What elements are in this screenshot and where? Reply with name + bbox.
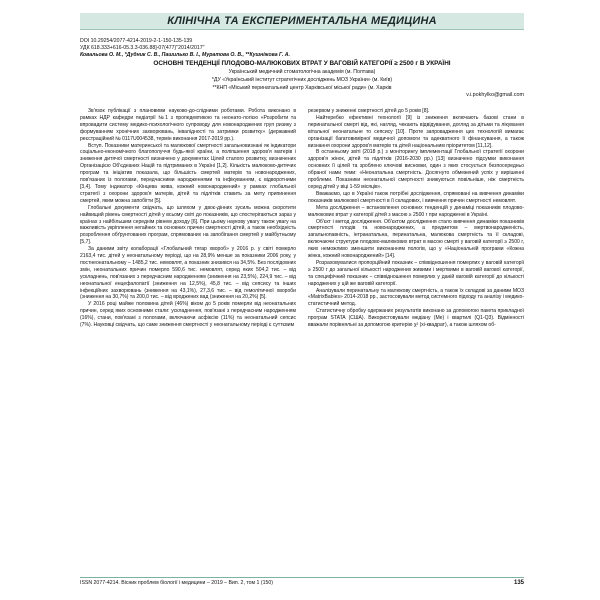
- paragraph: За даними звіту колаборації «Глобальний тягар хвороб» у 2016 р. у світі померло 2163,4 тис. дітей у неонатальному періоді, що на 28,9% менше за показники 2006 року, у постнеонатальному – 1485,2 тис. немовлят, а показник знизився на 34,5%. Без послідовних змін, неонатальних причин померло 590,6 тис. немовлят, серед яких 504,2 тис. – від ускладнень, пов'язаних з передчасним народженням (зниження на 23,5%), 224,9 тис. – від неонатальної енцефалопатії (зниження на 12,5%), 45,8 тис. – від сепсису та інших інфекційних захворювань (зниження на 43,1%), 27,3,6 тис. – від гемолітичної хвороби (зниження на 30,7%) та 200,0 тис. – від вроджених вад (зниження на 20,2%) [5].: [80, 246, 296, 301]
- contact-email[interactable]: v.i.pokhylko@gmail.com: [466, 92, 524, 98]
- paragraph: В останньому звіті (2018 р.) з моніторингу імплементації Глобальної стратегії охорони здоров'я жінок, дітей та підлітків (2016-2030 рр.) [13] визначено підсумки виконання основних її цілей та зроблено ключові висновки, один з яких стосується безпосередньо обраної нами теми: «Неонатальна смертність. Досягнуто обмежений успіх у вирішенні проблеми. Показники неонатальної смертності знижуються повільніше, ніж смертність серед дітей у віці 1-59 місяців».: [308, 149, 524, 190]
- page-number: 135: [513, 580, 524, 586]
- paragraph: Зв'язок публікації з плановими науково-до-слідними роботами. Робота виконано в рамках НДР кафедри педіатрії №1 з пропедевтикою та неонато-логією «Розробити та впровадити систему медико-психологічного супроводу для новонароджених груп ризику з формуванням хронічних захворювань, інвалідності та затримки розвитку» (державний реєстраційний № 0117U004538, термін виконання 2017-2019 рр.).: [80, 108, 296, 142]
- affiliation-1: Український медичний стоматологічна академія (м. Полтава): [228, 69, 376, 75]
- doi-line: DOI 10.29254/2077-4214-2019-2-1-150-135-139: [80, 38, 193, 44]
- authors-line: Ковальова О. М., *Дудник С. В., Пашилько В. І., Муратова О. В., **Кушніжова Г. А.: [80, 52, 290, 58]
- footer-divider: [80, 577, 524, 578]
- paragraph: Вступ. Показники материнської та малюкової смертності загальновизнані як індикатори соціально-економічного благополуччя будь-якої країни, а поліпшення здоров'я матерів і зниження дитячої смертності визначено у документах Цілей сталого розвитку, визначених Організацією Об'єднаних Націй та підтриманих в Україні [1,2]. Кількість малюково-дитячих програм та ініціатив показала, що більшість смертей матерів та новонароджених, пов'язаних із пологами, передчасними народженнями та інфікуванням, є відворотними [3,4]. Тому індикатор «Кінцева жива, кожний новонароджений» у рамках глобальної стратегії з охорони здоров'я матерів, дітей та підлітків ставить за мету припинення смертей, яким можна запобігти [5].: [80, 142, 296, 204]
- paragraph: Найтеребко ефективні технології [9] із зниження включають базові стани в перинатальної смерті від, які, нагляд, чекають відвідування, догляд за дітьми та лікування вітальної неонатальне то сепсису [10]. Проте запровадження цих технологій вимагає організації багатовимірної медичної допомоги та адекватного її фінансування, а також визнання охорони здоров'я матерів та дітей національним пріоритетом [11,12].: [308, 114, 524, 149]
- section-title: КЛІНІЧНА ТА ЕКСПЕРИМЕНТАЛЬНА МЕДИЦИНА: [167, 15, 437, 27]
- journal-citation: ISSN 2077-4214. Вісник проблем біології і медицини – 2019 – Вип. 2, том 1 (150): [80, 580, 273, 586]
- paragraph: Вважаємо, що в Україні також потрібні дослідження, спрямовані на вивчення динаміки показників малюкової смертності в її складових, і вивчення причин смертності немовлят.: [308, 190, 524, 204]
- paragraph: Розраховувалися пропорційний показник – співвідношення померлих у ваговій категорії ≥ 2500 г до загальної кількості народжених живими і мертвими в ваговій вагової категорії, та специфічний показник – співвідношення померлих у даній ваговій категорії до кількості народжених у цій же ваговій категорії.: [308, 259, 524, 287]
- right-column: [308, 108, 524, 329]
- paragraph: Аналізували перинатальну та малюкову смертність, а також їх складові за даними МОЗ «MatrixBabies» 2014-2018 рр., застосовували метод системного підходу та аналізу і медико-статистичний метод.: [308, 287, 524, 308]
- affiliation-3: **КНП «Міський перинатальний центр Харківської міської ради» (м. Харків: [212, 85, 392, 91]
- affiliation-2: *ДУ «Український інститут стратегічних досліджень МОЗ України» (м. Київ): [211, 77, 393, 83]
- page-footer: [80, 580, 524, 586]
- section-header: [80, 13, 524, 30]
- paragraph: У 2016 році майже половина дітей (46%) віком до 5 років померли від неонатальних причин, серед яких основними стали: ускладнення, пов'язані з передчасним народженням (16%), стани, пов'язані з пологами, включаючи асфіксію (11%) та неонатальний сепсис (7%). Науковці свідчать, що саме зниження смертності у неонатальному періоді є суттєвим: [80, 301, 296, 329]
- paragraph: Статистичну обробку одержаних результатів виконано за допомогою пакета прикладної програм STATA (США). Використовували медіану (Me) і квартилі (Q1-Q3). Відмінності вважали порівняльні за допомогою критерію χ² (хі-квадрат), а також шляхом об-: [308, 308, 524, 329]
- paragraph: Глобальні документи свідчать, що шляхом у двоє-дінних зусиль можна скоротити найвищий рівень смертності дітей у всьому світі до показників, що спостерігаються зараз у країнах з найбільшим середнім рівнем доходу [6]. При цьому наукову увагу також увагу на важливість укріплення негайних та основних причин смертності дітей, а також необхідність розроблення обґрунтованих програм, спрямованих на запобігання смертей у майбутньому [5,7].: [80, 204, 296, 246]
- left-column: [80, 108, 296, 329]
- udc-line: УДК 618.333+616-05.3.3-036.88]-07(477)"2014/2017": [80, 45, 205, 51]
- paragraph: Мета дослідження – встановлення основних тенденцій у динаміці показників плодово-малюкових втрат у категорії дітей з масою ≥ 2500 г при народженні в Україні.: [308, 204, 524, 218]
- paragraph: Об'єкт і метод дослідження. Об'єктом дослідження стало вивчення динаміки показників смертності плодів та новонароджених, а предметом – мертвонародженість, загальнопавність, інтранатальна, перинатальна, малюкова смертність та її складові, включаючи структури плодово-малюкових втрат в масою смерті у ваговій категорії ≥ 2500 г, яких неможливо зменшити виконанням пологів, що у «Національній програми «Кожна жінка, кожний новонароджений» [14].: [308, 218, 524, 260]
- article-title: ОСНОВНІ ТЕНДЕНЦІЇ ПЛОДОВО-МАЛЮКОВИХ ВТРАТ У ВАГОВІЙ КАТЕГОРІЇ ≥ 2500 г В УКРАЇНІ: [153, 60, 451, 67]
- paragraph: резервом у зниженні смертності дітей до 5 років [8].: [308, 108, 430, 114]
